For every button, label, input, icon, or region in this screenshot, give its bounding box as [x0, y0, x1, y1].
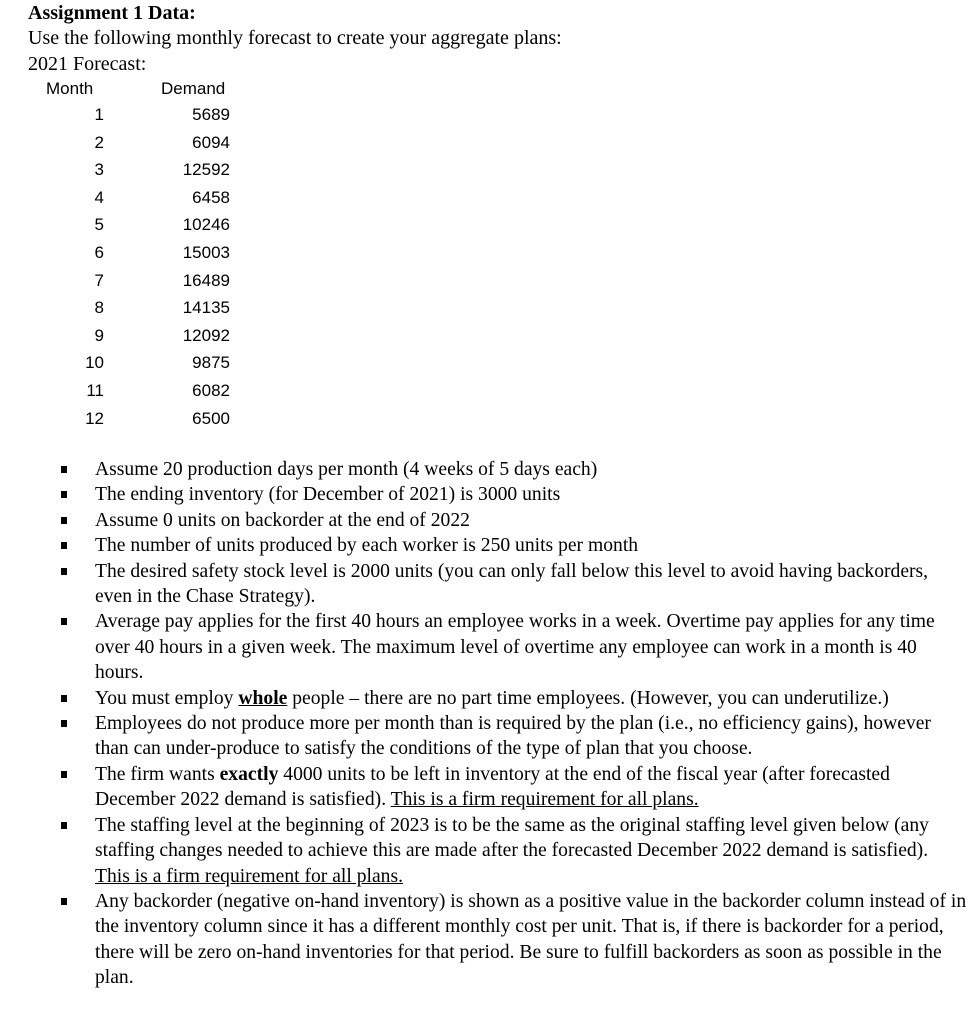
assumptions-list [0, 457, 979, 991]
bullet-square-icon [61, 491, 67, 498]
requirement-note: This is a firm requirement for all plans. [390, 789, 699, 811]
month-cell: 8 [94, 298, 104, 318]
text-segment: The staffing level at the beginning of 2023 is to be the same as the original staffing level given below (any staffing changes needed to achieve this are made after the forecasted December 2022 demand is satisfied). [95, 814, 938, 862]
list-item-text: Assume 20 production days per month (4 weeks of 5 days each) [95, 459, 598, 480]
month-cell: 7 [94, 270, 104, 290]
table-row [0, 324, 260, 352]
bullet-square-icon [61, 618, 67, 625]
text-segment: 4000 units to be left in inventory at the end of the fiscal year (after forecasted December 2022 demand is satisfied). [95, 763, 890, 811]
table-row [0, 296, 260, 324]
month-cell: 2 [94, 132, 104, 152]
list-item [0, 609, 979, 685]
list-item [0, 686, 979, 711]
table-row [0, 186, 260, 214]
emphasis-exactly: exactly [219, 763, 279, 785]
text-segment: people – there are no part time employees. (However, you can underutilize.) [287, 687, 889, 709]
bullet-square-icon [61, 771, 67, 778]
list-item-text: The ending inventory (for December of 2021) is 3000 units [95, 484, 561, 506]
emphasis-whole: whole [238, 687, 288, 709]
month-cell: 5 [94, 215, 104, 235]
list-item [0, 457, 979, 482]
list-item-text: Average pay applies for the first 40 hours an employee works in a week. Overtime pay applies for any time over 40 hours in a given week. The maximum level of overtime any employee can work in a month is 40 hours. [95, 611, 935, 684]
list-item-text [95, 815, 938, 887]
text-segment: You must employ [95, 687, 239, 709]
list-item-text: Employees do not produce more per month than is required by the plan (i.e., no efficiency gains), however than can under-produce to satisfy the conditions of the type of plan that you choose. [95, 713, 931, 760]
forecast-label: 2021 Forecast: [28, 53, 147, 75]
list-item-text: Any backorder (negative on-hand inventory) is shown as a positive value in the backorder column instead of in the inventory column since it has a different monthly cost per unit. That is, if there is backorder for a period, there will be zero on-hand inventories for that period. Be sure to fulfill backorders as soon as possible in the plan. [95, 890, 967, 989]
column-header-demand: Demand [161, 79, 226, 98]
list-item-text: The desired safety stock level is 2000 units (you can only fall below this level to avoid having backorders, even in the Chase Strategy). [95, 560, 929, 608]
month-cell: 4 [94, 187, 104, 207]
demand-cell: 12592 [182, 160, 230, 180]
bullet-square-icon [61, 898, 67, 905]
table-row [0, 269, 260, 297]
bullet-square-icon [61, 568, 67, 575]
demand-cell: 6458 [192, 187, 230, 207]
demand-cell: 9875 [192, 353, 230, 373]
month-cell: 9 [94, 325, 104, 345]
table-row [0, 379, 260, 407]
list-item [0, 559, 979, 610]
list-item [0, 889, 979, 991]
list-item [0, 762, 979, 813]
demand-cell: 12092 [182, 325, 230, 345]
list-item [0, 813, 979, 889]
month-cell: 3 [94, 160, 104, 180]
month-cell: 10 [85, 353, 104, 373]
demand-cell: 16489 [182, 270, 230, 290]
list-item [0, 482, 979, 507]
bullet-square-icon [61, 542, 67, 549]
table-row [0, 213, 260, 241]
month-cell: 6 [94, 243, 104, 262]
table-row [0, 103, 260, 131]
text-segment: The firm wants [95, 763, 220, 785]
bullet-square-icon [61, 695, 67, 702]
demand-cell: 6500 [192, 408, 230, 428]
list-item [0, 533, 979, 558]
table-row [0, 158, 260, 186]
list-item [0, 711, 979, 762]
page-title: Assignment 1 Data: [28, 2, 196, 24]
requirement-note: This is a firm requirement for all plans. [95, 865, 403, 887]
table-row [0, 407, 260, 435]
bullet-square-icon [61, 517, 67, 524]
month-cell: 11 [86, 381, 104, 400]
demand-cell: 5689 [192, 105, 230, 124]
list-item-text: Assume 0 units on backorder at the end of 2022 [95, 509, 470, 531]
demand-cell: 14135 [182, 298, 230, 318]
instructions-text: Use the following monthly forecast to create your aggregate plans: [28, 27, 562, 49]
month-cell: 12 [85, 408, 104, 428]
table-row [0, 351, 260, 379]
table-row [0, 241, 260, 269]
demand-cell: 6082 [192, 381, 230, 400]
column-header-month: Month [46, 79, 94, 98]
bullet-square-icon [61, 466, 67, 473]
demand-cell: 6094 [192, 132, 230, 152]
demand-cell: 10246 [182, 215, 230, 235]
list-item [0, 508, 979, 533]
demand-cell: 15003 [182, 243, 230, 262]
list-item-text: The number of units produced by each worker is 250 units per month [95, 535, 639, 557]
list-item-text [95, 688, 889, 709]
bullet-square-icon [61, 822, 67, 829]
list-item-text [95, 764, 890, 810]
table-row [0, 131, 260, 159]
month-cell: 1 [94, 105, 104, 124]
bullet-square-icon [61, 720, 67, 727]
